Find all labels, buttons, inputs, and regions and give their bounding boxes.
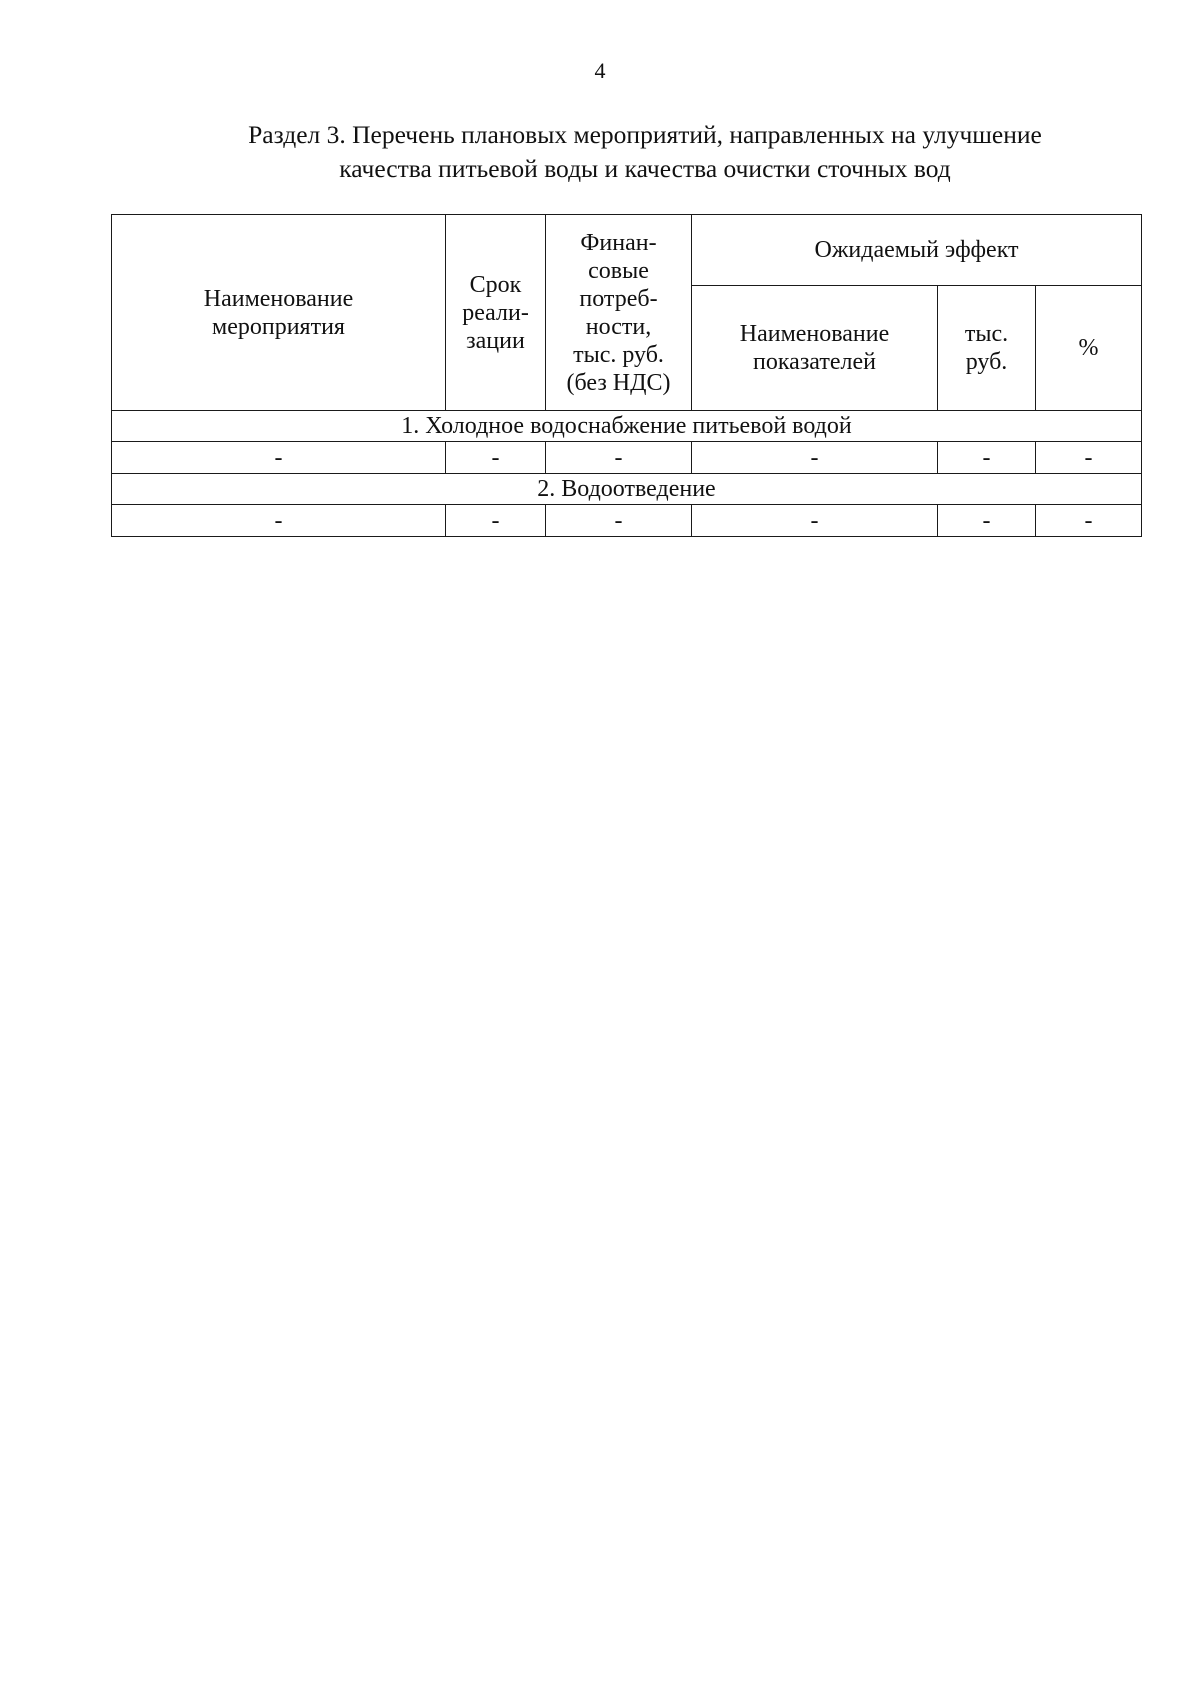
table-cell: - — [692, 442, 938, 474]
group-title: 2. Водоотведение — [112, 474, 1142, 505]
table-cell: - — [938, 442, 1036, 474]
header-implementation-term: Срок реали- зации — [446, 215, 546, 411]
table-header-row-1 — [112, 215, 1142, 286]
table-cell: - — [446, 505, 546, 537]
table-row — [112, 442, 1142, 474]
planned-measures-table — [111, 214, 1142, 537]
section-title-line-2: качества питьевой воды и качества очистки сточных вод — [339, 154, 951, 183]
table-cell: - — [546, 442, 692, 474]
table-cell: - — [112, 442, 446, 474]
header-financial-needs: Финан- совые потреб- ности, тыс. руб. (без НДС) — [546, 215, 692, 411]
table-cell: - — [938, 505, 1036, 537]
table-cell: - — [1036, 442, 1142, 474]
group-row-wastewater — [112, 474, 1142, 505]
header-measure-name: Наименование мероприятия — [112, 215, 446, 411]
section-title — [180, 118, 1110, 186]
page-number: 4 — [594, 58, 606, 83]
table-cell: - — [112, 505, 446, 537]
table-cell: - — [1036, 505, 1142, 537]
table-row — [112, 505, 1142, 537]
group-title: 1. Холодное водоснабжение питьевой водой — [112, 411, 1142, 442]
header-percent: % — [1036, 286, 1142, 411]
table-cell: - — [692, 505, 938, 537]
section-title-line-1: Раздел 3. Перечень плановых мероприятий, направленных на улучшение — [248, 120, 1042, 149]
table-cell: - — [446, 442, 546, 474]
header-expected-effect: Ожидаемый эффект — [692, 215, 1142, 286]
table-cell: - — [546, 505, 692, 537]
header-thousand-rub: тыс. руб. — [938, 286, 1036, 411]
header-indicator-name: Наименование показателей — [692, 286, 938, 411]
group-row-cold-water — [112, 411, 1142, 442]
